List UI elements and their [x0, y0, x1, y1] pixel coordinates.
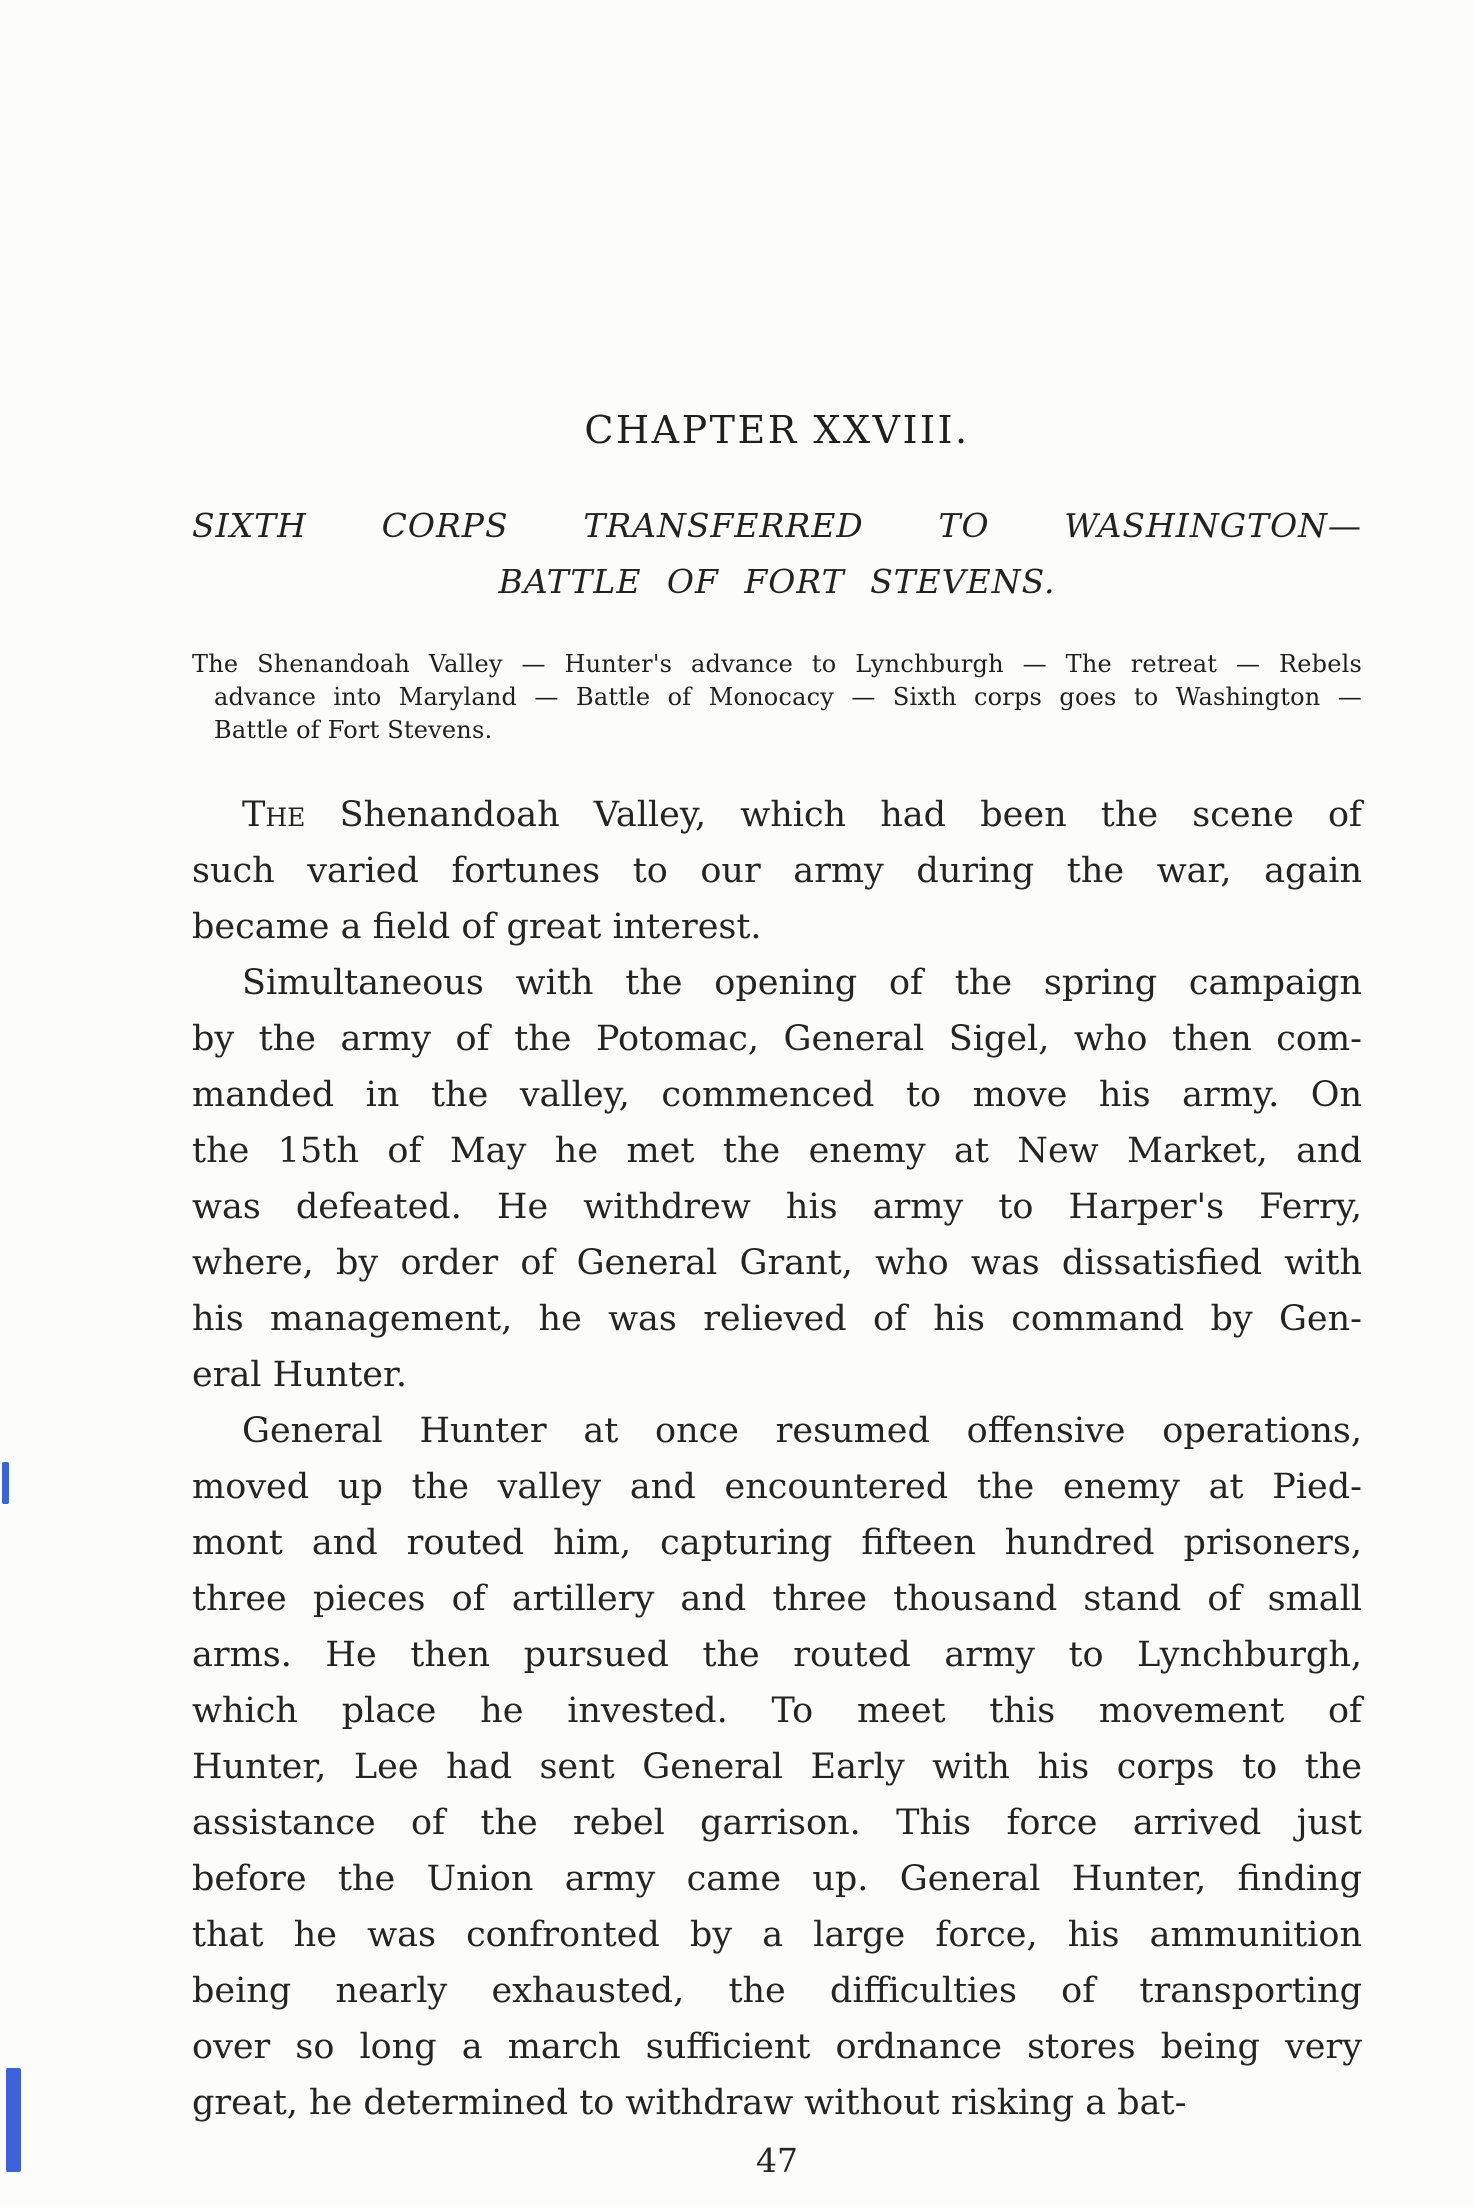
body-line: great, he determined to withdraw without risking a bat-	[192, 2083, 1187, 2123]
summary-line: advance into Maryland — Battle of Monocacy — Sixth corps goes to Washington —	[214, 683, 1362, 711]
chapter-subtitle	[192, 498, 1362, 610]
body-line: that he was confronted by a large force, his ammunition	[192, 1915, 1362, 1955]
body-line: before the Union army came up. General Hunter, finding	[192, 1859, 1362, 1899]
page-content	[192, 408, 1362, 2180]
summary-line: The Shenandoah Valley — Hunter's advance to Lynchburgh — The retreat — Rebels	[192, 650, 1362, 678]
body-line: by the army of the Potomac, General Sigel, who then com-	[192, 1019, 1362, 1059]
body-line: manded in the valley, commenced to move his army. On	[192, 1075, 1362, 1115]
body-line: became a field of great interest.	[192, 907, 762, 947]
body-line: General Hunter at once resumed offensive operations,	[242, 1411, 1362, 1451]
body-line: mont and routed him, capturing fifteen hundred prisoners,	[192, 1523, 1362, 1563]
chapter-heading: CHAPTER XXVIII.	[584, 408, 970, 452]
body-line: where, by order of General Grant, who was dissatisfied with	[192, 1243, 1362, 1283]
body-line: over so long a march sufficient ordnance stores being very	[192, 2027, 1362, 2067]
body-line: was defeated. He withdrew his army to Harper's Ferry,	[192, 1187, 1362, 1227]
body-line: The Shenandoah Valley, which had been the scene of	[242, 795, 1362, 835]
body-line: Simultaneous with the opening of the spring campaign	[242, 963, 1362, 1003]
scan-artifact-blue-mark	[2, 1462, 9, 1504]
body-line: eral Hunter.	[192, 1355, 408, 1395]
scan-artifact-blue-strip	[6, 2068, 21, 2172]
body-line: being nearly exhausted, the difficulties of transporting	[192, 1971, 1362, 2011]
subtitle-line-2: BATTLE OF FORT STEVENS.	[498, 562, 1056, 601]
page-number: 47	[756, 2141, 798, 2180]
body-line: moved up the valley and encountered the enemy at Pied-	[192, 1467, 1362, 1507]
body-line: Hunter, Lee had sent General Early with his corps to the	[192, 1747, 1362, 1787]
body-line: three pieces of artillery and three thousand stand of small	[192, 1579, 1362, 1619]
body-line: his management, he was relieved of his command by Gen-	[192, 1299, 1362, 1339]
body-line: which place he invested. To meet this movement of	[192, 1691, 1362, 1731]
chapter-summary	[192, 648, 1362, 747]
body-line: the 15th of May he met the enemy at New Market, and	[192, 1131, 1362, 1171]
lead-word: The	[242, 795, 306, 835]
summary-line: Battle of Fort Stevens.	[214, 716, 493, 744]
body-line: such varied fortunes to our army during the war, again	[192, 851, 1362, 891]
body-line: assistance of the rebel garrison. This force arrived just	[192, 1803, 1362, 1843]
subtitle-line-1: SIXTH CORPS TRANSFERRED TO WASHINGTON—	[192, 506, 1362, 545]
body-line: arms. He then pursued the routed army to Lynchburgh,	[192, 1635, 1362, 1675]
body-text	[192, 787, 1362, 2131]
